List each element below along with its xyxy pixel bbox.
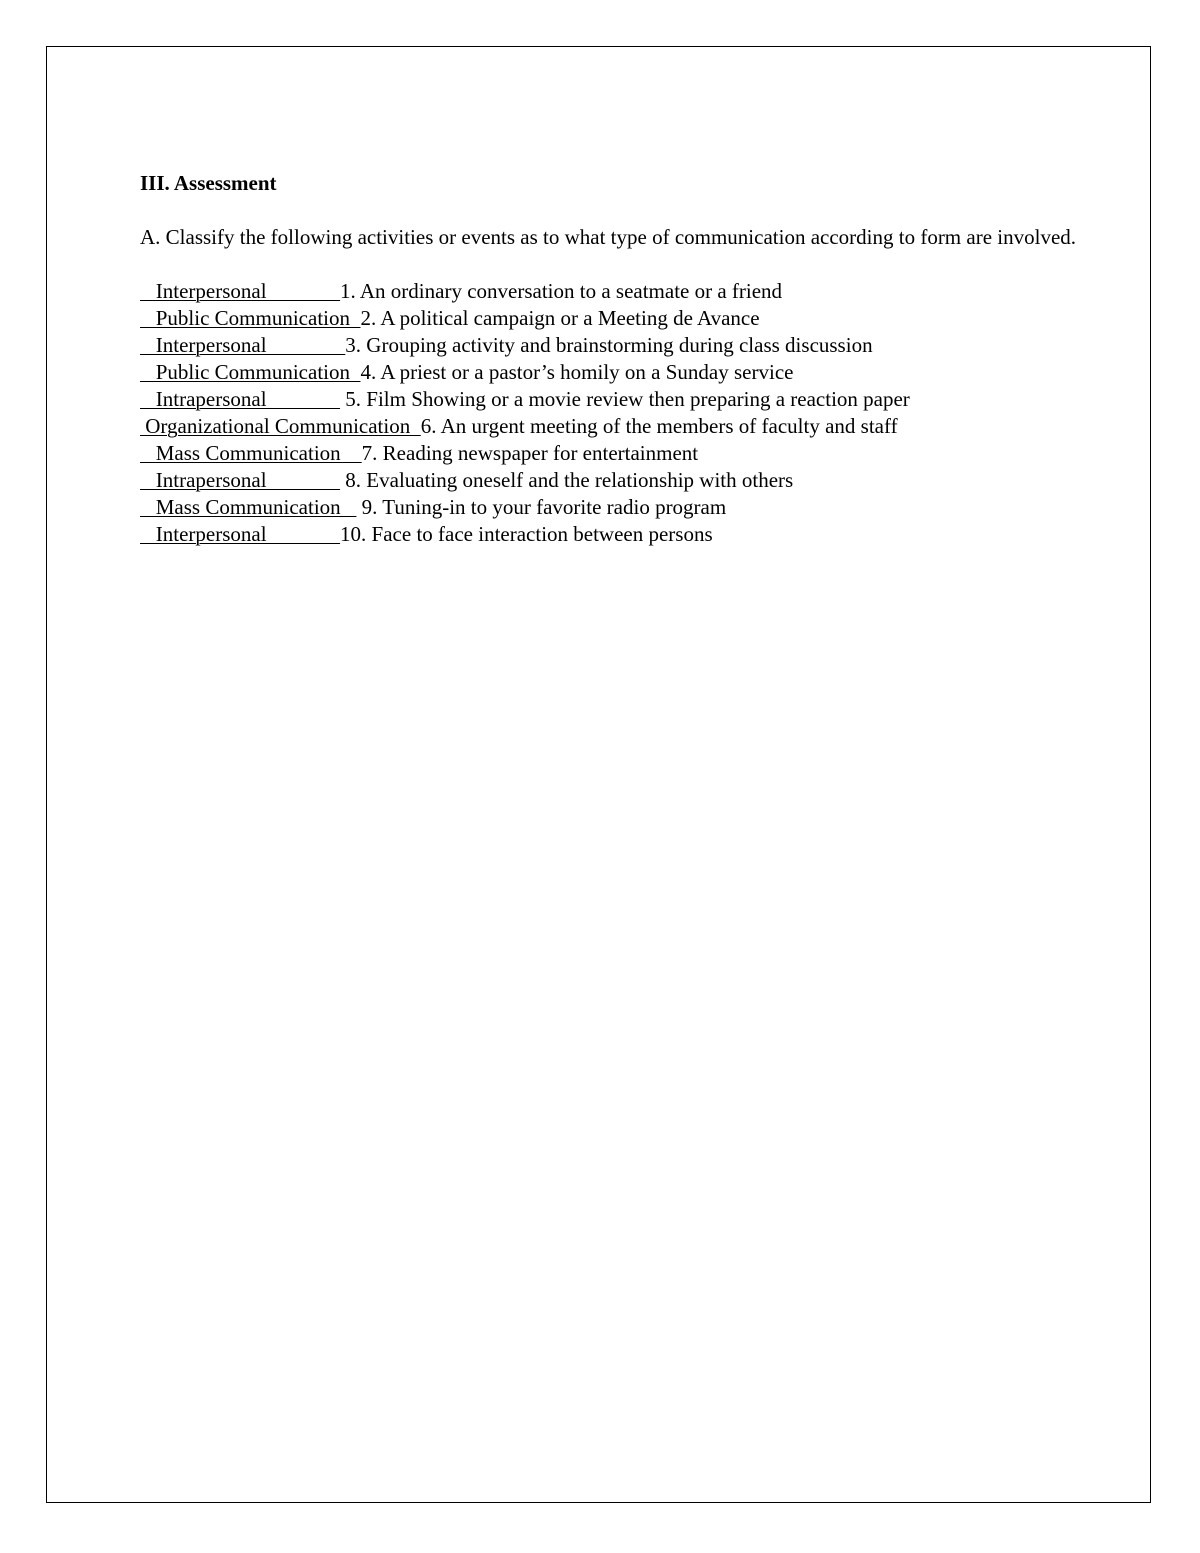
list-item bbox=[140, 521, 1100, 548]
answer-blank: Interpersonal bbox=[140, 522, 341, 546]
answer-blank: Organizational Communication bbox=[140, 414, 421, 438]
answer-blank: Intrapersonal bbox=[140, 468, 341, 492]
answer-blank: Public Communication bbox=[140, 306, 361, 330]
item-text: 6. An urgent meeting of the members of faculty and staff bbox=[420, 414, 898, 438]
item-text: 9. Tuning-in to your favorite radio program bbox=[356, 495, 727, 519]
answer-list bbox=[140, 278, 1100, 548]
list-item bbox=[140, 359, 1100, 386]
item-text: 8. Evaluating oneself and the relationship with others bbox=[340, 468, 794, 492]
answer-blank: Interpersonal bbox=[140, 279, 341, 303]
list-item bbox=[140, 305, 1100, 332]
item-text: 10. Face to face interaction between persons bbox=[340, 522, 713, 546]
answer-blank: Intrapersonal bbox=[140, 387, 341, 411]
answer-blank: Public Communication bbox=[140, 360, 361, 384]
item-text: 7. Reading newspaper for entertainment bbox=[361, 441, 699, 465]
item-text: 4. A priest or a pastor’s homily on a Sunday service bbox=[360, 360, 794, 384]
list-item bbox=[140, 494, 1100, 521]
instruction-text: A. Classify the following activities or events as to what type of communication according to form are involved. bbox=[140, 225, 1077, 249]
item-text: 3. Grouping activity and brainstorming during class discussion bbox=[345, 333, 873, 357]
list-item bbox=[140, 413, 1100, 440]
item-text: 2. A political campaign or a Meeting de Avance bbox=[360, 306, 760, 330]
section-heading: III. Assessment bbox=[140, 171, 277, 195]
list-item bbox=[140, 386, 1100, 413]
answer-blank: Mass Communication bbox=[140, 495, 357, 519]
answer-blank: Interpersonal bbox=[140, 333, 346, 357]
list-item bbox=[140, 332, 1100, 359]
list-item bbox=[140, 440, 1100, 467]
item-text: 5. Film Showing or a movie review then preparing a reaction paper bbox=[340, 387, 910, 411]
item-text: 1. An ordinary conversation to a seatmate or a friend bbox=[340, 279, 783, 303]
list-item bbox=[140, 467, 1100, 494]
answer-blank: Mass Communication bbox=[140, 441, 362, 465]
list-item bbox=[140, 278, 1100, 305]
document-body bbox=[140, 170, 1100, 548]
